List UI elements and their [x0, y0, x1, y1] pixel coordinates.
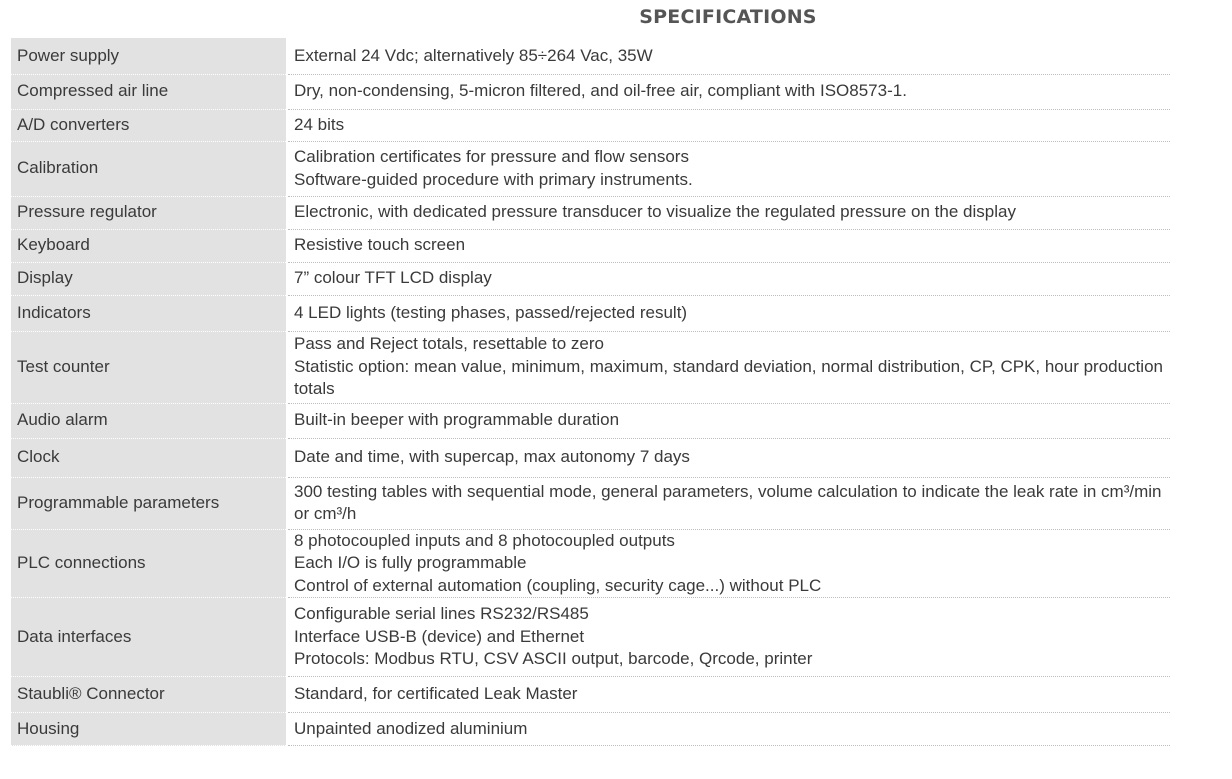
spec-label: Pressure regulator: [11, 196, 287, 229]
table-row: [11, 677, 1170, 713]
table-row: [11, 196, 1170, 229]
spec-value-line: Control of external automation (coupling, security cage...) without PLC: [294, 575, 822, 595]
spec-value: [287, 403, 1170, 438]
spec-value: [287, 677, 1170, 713]
page-title: SPECIFICATIONS: [639, 6, 817, 28]
spec-value: [287, 438, 1170, 477]
table-row: [11, 109, 1170, 141]
spec-value-line: Electronic, with dedicated pressure transducer to visualize the regulated pressure on the display: [294, 202, 1016, 222]
spec-value: [287, 331, 1170, 403]
spec-value-line: Resistive touch screen: [294, 235, 466, 255]
spec-value-line: Calibration certificates for pressure and flow sensors: [294, 147, 689, 166]
spec-value-line: 8 photocoupled inputs and 8 photocoupled outputs: [294, 530, 675, 550]
spec-value-line: Each I/O is fully programmable: [294, 553, 527, 572]
spec-label: Indicators: [11, 295, 287, 331]
spec-value: [287, 229, 1170, 262]
spec-value: [287, 262, 1170, 295]
spec-label: Housing: [11, 713, 287, 746]
spec-value: [287, 196, 1170, 229]
table-row: [11, 262, 1170, 295]
spec-label: Display: [11, 262, 287, 295]
spec-value: [287, 598, 1170, 677]
table-row: [11, 477, 1170, 529]
spec-value-line: Built-in beeper with programmable duration: [294, 410, 620, 430]
spec-value: [287, 74, 1170, 109]
spec-label: Programmable parameters: [11, 477, 287, 529]
spec-label: Compressed air line: [11, 74, 287, 109]
spec-label: Staubli® Connector: [11, 677, 287, 713]
table-row: [11, 38, 1170, 74]
spec-value-line: 24 bits: [294, 114, 345, 134]
table-row: [11, 74, 1170, 109]
spec-value: [287, 477, 1170, 529]
specifications-table: [11, 38, 1170, 746]
spec-value: [287, 109, 1170, 141]
spec-value-line: Pass and Reject totals, resettable to zero: [294, 334, 604, 354]
table-row: [11, 403, 1170, 438]
spec-value-line: Statistic option: mean value, minimum, maximum, standard deviation, normal distribution, CP, CPK, hour production totals: [294, 356, 1163, 399]
spec-label: Clock: [11, 438, 287, 477]
spec-value-line: Interface USB-B (device) and Ethernet: [294, 626, 585, 646]
table-row: [11, 295, 1170, 331]
spec-label: Keyboard: [11, 229, 287, 262]
specifications-table-body: [11, 38, 1170, 746]
spec-value-line: Unpainted anodized aluminium: [294, 718, 528, 738]
spec-value: [287, 141, 1170, 196]
spec-value-line: 4 LED lights (testing phases, passed/rejected result): [294, 302, 688, 322]
table-row: [11, 141, 1170, 196]
spec-value-line: External 24 Vdc; alternatively 85÷264 Vac, 35W: [294, 45, 653, 65]
spec-value-line: 300 testing tables with sequential mode, general parameters, volume calculation to indicate the leak rate in cm³/min or cm³/h: [294, 481, 1162, 523]
spec-label: Audio alarm: [11, 403, 287, 438]
table-row: [11, 438, 1170, 477]
spec-value-line: Dry, non-condensing, 5-micron filtered, and oil-free air, compliant with ISO8573-1.: [294, 81, 907, 101]
table-row: [11, 331, 1170, 403]
spec-value: [287, 529, 1170, 598]
spec-value-line: Standard, for certificated Leak Master: [294, 684, 578, 704]
spec-label: PLC connections: [11, 529, 287, 598]
spec-label: A/D converters: [11, 109, 287, 141]
spec-label: Data interfaces: [11, 598, 287, 677]
spec-label: Test counter: [11, 331, 287, 403]
table-row: [11, 529, 1170, 598]
spec-label: Power supply: [11, 38, 287, 74]
table-row: [11, 713, 1170, 746]
spec-value-line: 7” colour TFT LCD display: [294, 268, 492, 288]
spec-value-line: Protocols: Modbus RTU, CSV ASCII output, barcode, Qrcode, printer: [294, 649, 813, 669]
spec-value: [287, 295, 1170, 331]
spec-value: [287, 713, 1170, 746]
table-row: [11, 598, 1170, 677]
spec-value-line: Software-guided procedure with primary instruments.: [294, 169, 693, 189]
spec-value-line: Date and time, with supercap, max autonomy 7 days: [294, 447, 690, 467]
table-row: [11, 229, 1170, 262]
spec-value-line: Configurable serial lines RS232/RS485: [294, 604, 589, 624]
spec-value: [287, 38, 1170, 74]
spec-label: Calibration: [11, 141, 287, 196]
